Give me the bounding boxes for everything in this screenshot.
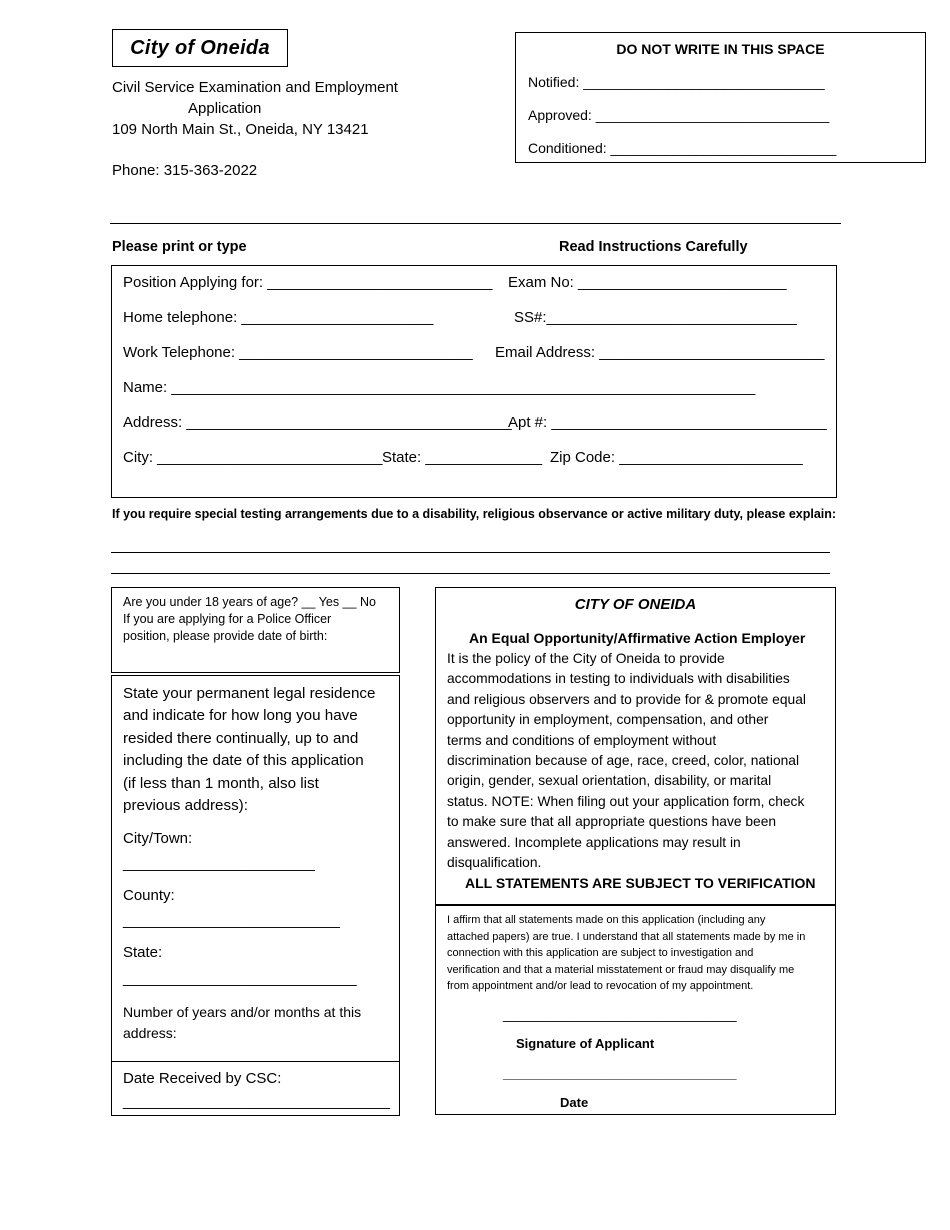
explain-line-1[interactable] <box>111 552 830 553</box>
home-telephone-field[interactable]: Home telephone: _______________________ <box>123 309 434 326</box>
date-received-label: Date Received by CSC: <box>123 1070 282 1087</box>
eeo-title: CITY OF ONEIDA <box>574 596 697 613</box>
eeo-line: terms and conditions of employment without <box>447 732 717 748</box>
affirmation-box <box>435 904 836 1115</box>
county-label: County: <box>123 887 175 904</box>
notified-field: Notified: _______________________________ <box>528 74 825 90</box>
eeo-line: disqualification. <box>447 855 542 871</box>
exam-no-field[interactable]: Exam No: _________________________ <box>508 274 787 291</box>
affirmation-line: from appointment and/or lead to revocation of my appointment. <box>447 980 754 992</box>
applicant-info-box <box>111 265 837 498</box>
eeo-line: It is the policy of the City of Oneida to provide <box>447 651 725 666</box>
eeo-line: status. NOTE: When filing out your application form, check <box>447 793 805 809</box>
eeo-line: answered. Incomplete applications may result in <box>447 834 741 850</box>
eeo-line: origin, gender, sexual orientation, disability, or marital <box>447 773 772 789</box>
office-use-heading: DO NOT WRITE IN THIS SPACE <box>616 41 825 57</box>
police-dob-line1: If you are applying for a Police Officer <box>123 612 332 626</box>
office-use-box <box>515 32 926 163</box>
county-line[interactable]: __________________________ <box>123 912 340 929</box>
affirmation-line: I affirm that all statements made on this application (including any <box>447 914 766 926</box>
approved-field: Approved: ______________________________ <box>528 107 830 123</box>
eeo-policy-text <box>447 649 806 873</box>
affirmation-line: attached papers) are true. I understand that all statements made by me in <box>447 930 806 943</box>
date-received-line[interactable]: ________________________________ <box>123 1093 390 1110</box>
signature-line[interactable]: ______________________________ <box>503 1006 737 1022</box>
eeo-line: accommodations in testing to individuals with disabilities <box>447 671 790 687</box>
city-field[interactable]: City: ___________________________ <box>123 449 383 466</box>
eeo-box <box>435 587 836 906</box>
read-instruction: Read Instructions Carefully <box>559 239 748 255</box>
city-logo: City of Oneida <box>112 29 288 67</box>
residence-box <box>111 675 400 1062</box>
residence-instruction-2: and indicate for how long you have <box>123 707 358 725</box>
city-town-label: City/Town: <box>123 830 193 847</box>
zip-field[interactable]: Zip Code: ______________________ <box>550 449 803 466</box>
eeo-line: opportunity in employment, compensation, and other <box>447 712 769 728</box>
verification-statement: ALL STATEMENTS ARE SUBJECT TO VERIFICATION <box>465 875 816 891</box>
eeo-line: discrimination because of age, race, creed, color, national <box>447 753 800 769</box>
residence-instruction-3: resided there continually, up to and <box>123 729 359 747</box>
form-title-line1: Civil Service Examination and Employment <box>112 79 398 96</box>
special-testing-note: If you require special testing arrangements due to a disability, religious observance or active military duty, please explain: <box>112 507 837 521</box>
affirmation-line: verification and that a material misstatement or fraud may disqualify me <box>447 963 795 976</box>
conditioned-field: Conditioned: _____________________________ <box>528 140 837 156</box>
state-line[interactable]: ____________________________ <box>123 970 357 987</box>
date-received-box <box>111 1061 400 1116</box>
apt-field[interactable]: Apt #: _________________________________ <box>508 414 827 431</box>
years-at-address-label-2: address: <box>123 1024 177 1041</box>
residence-instruction-4: including the date of this application <box>123 752 364 770</box>
affirmation-line: connection with this application are subject to investigation and <box>447 947 754 959</box>
form-title-line2: Application <box>188 100 262 117</box>
print-instruction: Please print or type <box>112 239 247 255</box>
state-field[interactable]: State: ______________ <box>382 449 543 466</box>
affirmation-text <box>447 912 805 995</box>
email-field[interactable]: Email Address: ___________________________ <box>495 344 825 361</box>
state-label: State: <box>123 944 163 961</box>
date-line[interactable]: ______________________________ <box>503 1065 737 1081</box>
ssn-field[interactable]: SS#:______________________________ <box>514 309 797 326</box>
address-field[interactable]: Address: _______________________________________ <box>123 414 512 431</box>
residence-instruction-6: previous address): <box>123 797 248 815</box>
eeo-line: to make sure that all appropriate questions have been <box>447 814 777 830</box>
signature-label: Signature of Applicant <box>516 1036 655 1051</box>
years-at-address-label-1: Number of years and/or months at this <box>123 1004 362 1020</box>
work-telephone-field[interactable]: Work Telephone: ____________________________ <box>123 344 473 361</box>
section-divider <box>110 223 841 224</box>
date-label: Date <box>560 1095 589 1110</box>
under-18-question[interactable]: Are you under 18 years of age? __ Yes __ No <box>123 595 376 609</box>
eeo-subtitle: An Equal Opportunity/Affirmative Action Employer <box>469 630 806 646</box>
eeo-line: and religious observers and to provide for & promote equal <box>447 691 806 707</box>
residence-instruction-5: (if less than 1 month, also list <box>123 774 319 792</box>
age-box <box>111 587 400 673</box>
police-dob-line2: position, please provide date of birth: <box>123 629 328 643</box>
position-field[interactable]: Position Applying for: ___________________________ <box>123 274 493 291</box>
office-phone: Phone: 315-363-2022 <box>112 162 258 179</box>
office-address: 109 North Main St., Oneida, NY 13421 <box>112 121 369 138</box>
explain-line-2[interactable] <box>111 573 830 574</box>
name-field[interactable]: Name: ______________________________________________________________________ <box>123 379 756 396</box>
residence-instruction-1: State your permanent legal residence <box>123 685 376 702</box>
city-town-line[interactable]: _______________________ <box>123 855 315 872</box>
